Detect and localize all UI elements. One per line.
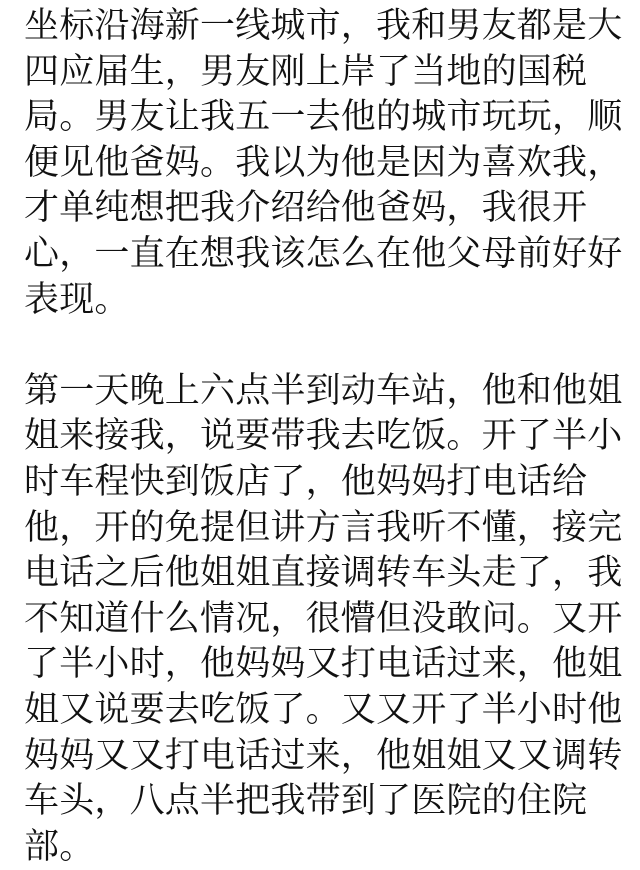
text-line: 他，开的免提但讲方言我听不懂，接完 — [24, 507, 623, 548]
text-line: 才单纯想把我介绍给他爸妈，我很开 — [24, 188, 588, 229]
text-line: 姐来接我，说要带我去吃饭。开了半小 — [24, 416, 623, 457]
text-line: 车头，八点半把我带到了医院的住院 — [24, 781, 588, 822]
paragraph-2 — [24, 369, 624, 870]
text-line: 妈妈又又打电话过来，他姐姐又又调转 — [24, 735, 623, 776]
text-line: 部。 — [24, 826, 95, 867]
text-line: 姐又说要去吃饭了。又又开了半小时他 — [24, 689, 623, 730]
text-line: 了半小时，他妈妈又打电话过来，他姐 — [24, 644, 623, 685]
text-line: 局。男友让我五一去他的城市玩玩，顺 — [24, 97, 623, 138]
post-text — [24, 4, 624, 870]
text-line: 便见他爸妈。我以为他是因为喜欢我， — [24, 142, 623, 183]
text-line: 心，一直在想我该怎么在他父母前好好 — [24, 233, 623, 274]
paragraph-gap — [24, 323, 624, 369]
text-line: 电话之后他姐姐直接调转车头走了，我 — [24, 553, 623, 594]
text-line: 四应届生，男友刚上岸了当地的国税 — [24, 51, 588, 92]
text-line: 第一天晚上六点半到动车站，他和他姐 — [24, 370, 623, 411]
paragraph-1 — [24, 4, 624, 323]
text-line: 不知道什么情况，很懵但没敢问。又开 — [24, 598, 623, 639]
text-line: 时车程快到饭店了，他妈妈打电话给 — [24, 461, 588, 502]
text-line: 坐标沿海新一线城市，我和男友都是大 — [24, 6, 623, 46]
text-line: 表现。 — [24, 279, 130, 320]
